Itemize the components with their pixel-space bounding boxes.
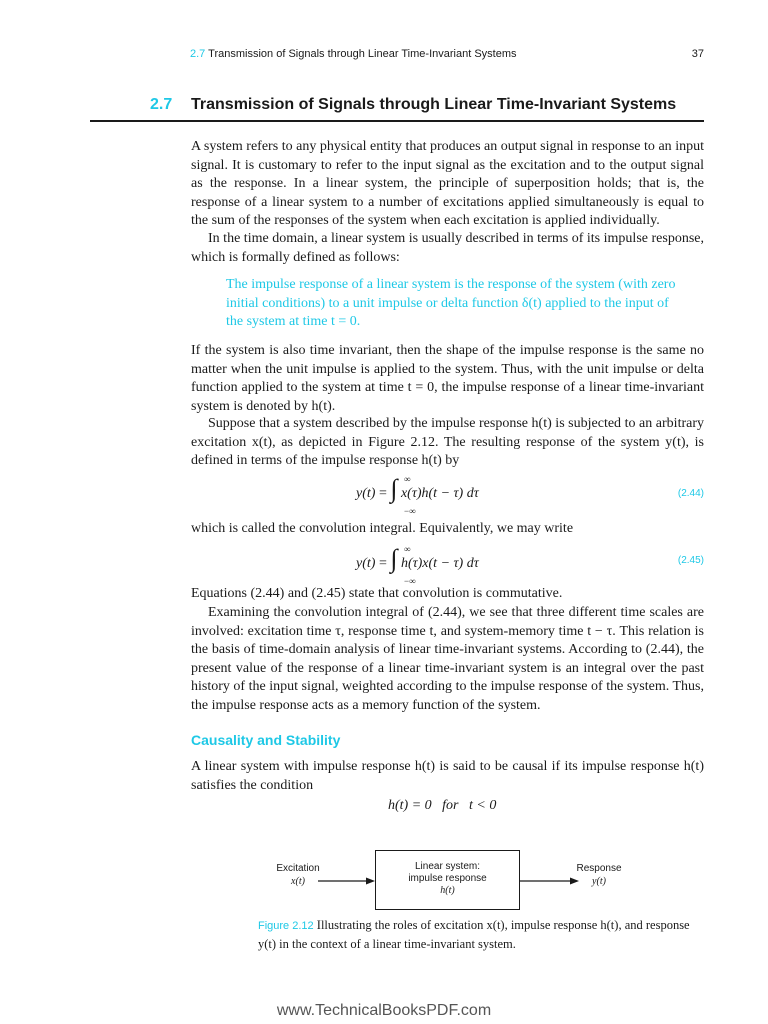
section-heading (150, 96, 676, 114)
section-title: Transmission of Signals through Linear Time-Invariant Systems (191, 96, 677, 113)
impulse-response-definition: The impulse response of a linear system is the response of the system (with zero initial conditions) to a unit impulse or delta function δ(t) applied to the input of the system at time t = 0. (226, 277, 676, 329)
equation-number-2-44: (2.44) (677, 488, 704, 499)
paragraph-time-invariant: If the system is also time invariant, then the shape of the impulse response is the same no matter when the unit impulse is applied to the system. Thus, with the unit impulse or delta function applied to the system at time t = 0, the impulse response of a linear time-invariant system is denoted by h(t). (191, 343, 704, 414)
page-number: 37 (691, 48, 704, 60)
equation-number-2-45: (2.45) (677, 555, 704, 566)
running-head (190, 48, 704, 60)
input-arrow (318, 876, 376, 886)
eq44-integrand: x(τ)h(t − τ) dτ (400, 486, 479, 501)
figure-caption-number: Figure 2.12 (258, 920, 314, 932)
eq45-lower-limit: −∞ (404, 576, 416, 586)
response-label: Response (576, 863, 622, 874)
eq45-lhs: y(t) (356, 556, 376, 571)
equation-2-44: y(t) = ∫ ∞ −∞ x(τ)h(t − τ) dτ (356, 474, 479, 516)
paragraph-system-definition: A system refers to any physical entity that produces an output signal in response to an input signal. It is customary to refer to the input signal as the excitation and to the output signal as the response. In a linear system, the principle of superposition holds; that is, the response of a linear system to a number of excitations applied simultaneously is equal to the sum of the responses of the system when each excitation is applied individually. (191, 139, 704, 228)
excitation-label: Excitation (276, 863, 320, 874)
eq44-lower-limit: −∞ (404, 506, 416, 516)
figure-output-label (568, 862, 630, 888)
paragraph-causal: A linear system with impulse response h(t) is said to be causal if its impulse response h(t) satisfies the condition (191, 759, 704, 793)
eq44-upper-limit: ∞ (404, 474, 411, 484)
paragraph-convolution-intro: Suppose that a system described by the impulse response h(t) is subjected to an arbitrary excitation x(t), as depicted in Figure 2.12. The resulting response of the system y(t), is defined in terms of the impulse response h(t) by (191, 416, 704, 468)
box-label-line2: impulse response (408, 873, 487, 884)
section-number: 2.7 (150, 96, 173, 113)
integral-sign: ∫ (390, 544, 398, 573)
excitation-signal: x(t) (291, 876, 305, 887)
paragraph-commutative: Equations (2.44) and (2.45) state that convolution is commutative. (191, 586, 563, 601)
eq45-integrand: h(τ)x(t − τ) dτ (400, 556, 479, 571)
integral-sign: ∫ (390, 474, 398, 503)
eq44-lhs: y(t) (356, 486, 376, 501)
paragraph-time-scales: Examining the convolution integral of (2.44), we see that three different time scales are involved: excitation time τ, response time t, and system-memory time t − τ. This relation is the basis of time-domain analysis of linear time-invariant systems. According to (2.44), the present value of the response of a linear time-invariant system is an integral over the past history of the input signal, weighted according to the impulse response of the system. Thus, the impulse response acts as a memory function of the system. (191, 605, 704, 713)
equation-2-45: y(t) = ∫ ∞ −∞ h(τ)x(t − τ) dτ (356, 544, 479, 586)
running-head-section-number: 2.7 (190, 48, 206, 60)
footer-watermark-url: www.TechnicalBooksPDF.com (276, 1002, 492, 1019)
heading-rule (90, 120, 704, 122)
eq45-upper-limit: ∞ (404, 544, 411, 554)
paragraph-convolution-integral: which is called the convolution integral. Equivalently, we may write (191, 521, 574, 536)
figure-caption-text: Illustrating the roles of excitation x(t), impulse response h(t), and response y(t) in the context of a linear time-invariant system. (258, 918, 690, 951)
paragraph-impulse-response-intro: In the time domain, a linear system is usually described in terms of its impulse response, which is formally defined as follows: (191, 231, 704, 265)
box-label-line1: Linear system: (414, 861, 481, 872)
running-head-title: Transmission of Signals through Linear Time-Invariant Systems (208, 48, 517, 60)
figure-caption (258, 916, 698, 953)
equation-causal-condition: h(t) = 0 for t < 0 (388, 798, 497, 813)
box-label-line3: h(t) (440, 885, 455, 896)
response-signal: y(t) (592, 876, 606, 887)
linear-system-box (375, 850, 520, 910)
subsection-heading: Causality and Stability (191, 732, 341, 748)
